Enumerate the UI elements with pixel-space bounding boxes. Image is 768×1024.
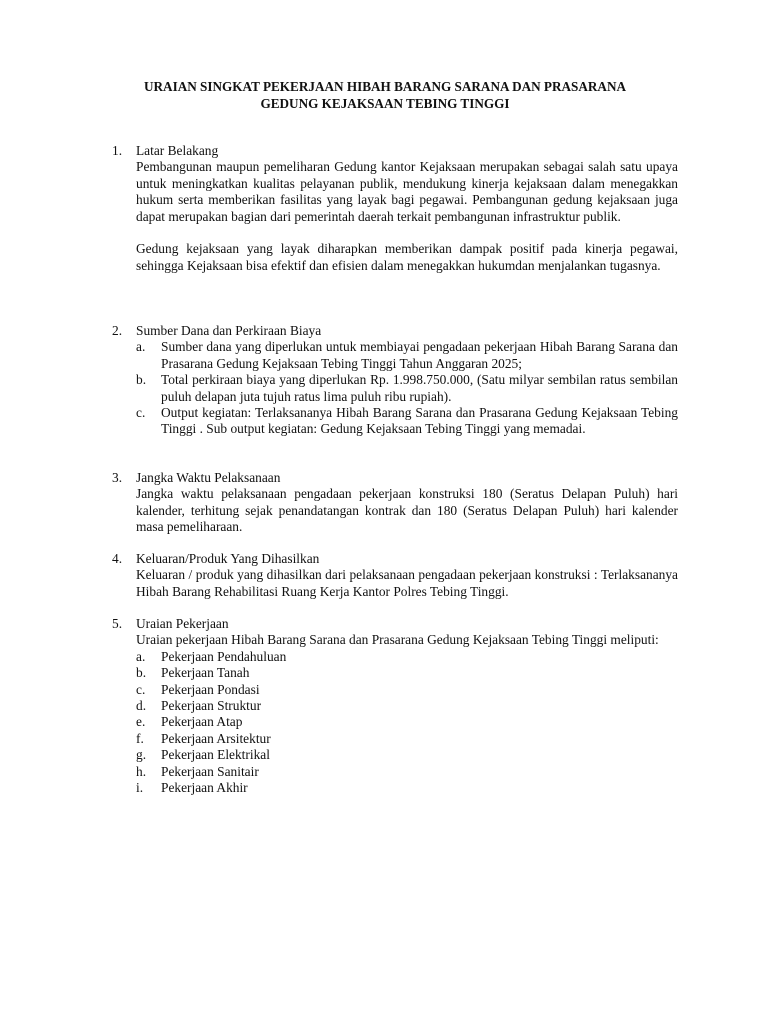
list-text: Pekerjaan Elektrikal — [161, 747, 270, 763]
list-letter: b. — [136, 665, 147, 681]
section-heading — [112, 470, 678, 486]
section-title: Sumber Dana dan Perkiraan Biaya — [136, 323, 322, 338]
list-letter: a. — [136, 648, 146, 664]
section-paragraph: Gedung kejaksaan yang layak diharapkan memberikan dampak positif pada kinerja pegawai, sehingga Kejaksaan bisa efektif dan efisien dalam menegakkan hukumdan menjalankan tugasnya. — [136, 241, 678, 273]
title-line-1: URAIAN SINGKAT PEKERJAAN HIBAH BARANG SARANA DAN PRASARANA — [144, 79, 626, 94]
list-letter: b. — [136, 372, 147, 388]
section-title: Uraian Pekerjaan — [136, 616, 229, 631]
list-letter: e. — [136, 714, 146, 730]
section-number: 4. — [112, 551, 123, 566]
list-letter: c. — [136, 681, 146, 697]
list-item — [112, 714, 678, 730]
section-number: 2. — [112, 323, 123, 338]
list-item — [112, 339, 678, 372]
list-item — [112, 372, 678, 405]
list-text: Sumber dana yang diperlukan untuk membiayai pengadaan pekerjaan Hibah Barang Sarana dan Prasarana Gedung Kejaksaan Tebing Tinggi Tahun Anggaran 2025; — [161, 339, 678, 371]
section-latar-belakang — [112, 143, 678, 274]
section-title: Jangka Waktu Pelaksanaan — [136, 470, 281, 485]
list-letter: d. — [136, 698, 147, 714]
list-letter: f. — [136, 730, 144, 746]
list-letter: c. — [136, 405, 146, 421]
section-number: 3. — [112, 470, 123, 485]
list-text: Pekerjaan Struktur — [161, 698, 262, 714]
section-keluaran — [112, 551, 678, 600]
section-number: 5. — [112, 616, 123, 631]
section-sumber-dana — [112, 323, 678, 438]
section-title: Latar Belakang — [136, 143, 219, 158]
list-text: Output kegiatan: Terlaksananya Hibah Barang Sarana dan Prasarana Gedung Kejaksaan Tebing Tinggi . Sub output kegiatan: Gedung Kejaksaan Tebing Tinggi yang memadai. — [161, 405, 678, 437]
list-letter: g. — [136, 747, 147, 763]
list-item — [112, 665, 678, 681]
section-heading — [112, 616, 678, 632]
section-heading — [112, 143, 678, 159]
list-item — [112, 649, 678, 665]
title-line-2: GEDUNG KEJAKSAAN TEBING TINGGI — [260, 96, 510, 111]
list-letter: i. — [136, 780, 144, 796]
list-item — [112, 698, 678, 714]
section-title: Keluaran/Produk Yang Dihasilkan — [136, 551, 320, 566]
list-text: Pekerjaan Sanitair — [161, 763, 259, 779]
list-item — [112, 731, 678, 747]
section-paragraph: Keluaran / produk yang dihasilkan dari pelaksanaan pengadaan pekerjaan konstruksi : Terlaksananya Hibah Barang Rehabilitasi Ruang Kerja Kantor Polres Tebing Tinggi. — [136, 567, 678, 599]
list-letter: h. — [136, 763, 147, 779]
section-jangka-waktu — [112, 470, 678, 536]
list-text: Pekerjaan Arsitektur — [161, 730, 271, 746]
section-paragraph: Uraian pekerjaan Hibah Barang Sarana dan Prasarana Gedung Kejaksaan Tebing Tinggi meliputi: — [136, 632, 659, 648]
list-text: Total perkiraan biaya yang diperlukan Rp. 1.998.750.000, (Satu milyar sembilan ratus sembilan puluh delapan juta tujuh ratus lima puluh ribu rupiah). — [161, 372, 678, 404]
list-item — [112, 405, 678, 438]
document-title — [90, 78, 680, 112]
section-heading — [112, 323, 678, 339]
list-text: Pekerjaan Akhir — [161, 780, 248, 796]
section-paragraph: Jangka waktu pelaksanaan pengadaan pekerjaan konstruksi 180 (Seratus Delapan Puluh) hari kalender, terhitung sejak penandatangan kontrak dan 180 (Seratus Delapan Puluh) hari kalender masa pemeliharaan. — [136, 486, 678, 535]
list-text: Pekerjaan Atap — [161, 714, 243, 730]
list-item — [112, 682, 678, 698]
list-item — [112, 764, 678, 780]
list-letter: a. — [136, 339, 146, 355]
section-uraian-pekerjaan — [112, 616, 678, 796]
list-item — [112, 747, 678, 763]
list-text: Pekerjaan Tanah — [161, 665, 250, 681]
section-heading — [112, 551, 678, 567]
list-item — [112, 780, 678, 796]
list-text: Pekerjaan Pondasi — [161, 681, 260, 697]
section-number: 1. — [112, 143, 123, 158]
section-paragraph: Pembangunan maupun pemeliharan Gedung kantor Kejaksaan merupakan sebagai salah satu upaya untuk meningkatkan kualitas pelayanan publik, mendukung kinerja kejaksaan dalam menegakkan hukum serta memberikan fasilitas yang layak bagi pegawai. Pembangunan gedung kejaksaan juga dapat merupakan bagian dari pemerintah daerah terkait pembangunan infrastruktur publik. — [136, 159, 678, 224]
list-text: Pekerjaan Pendahuluan — [161, 648, 287, 664]
